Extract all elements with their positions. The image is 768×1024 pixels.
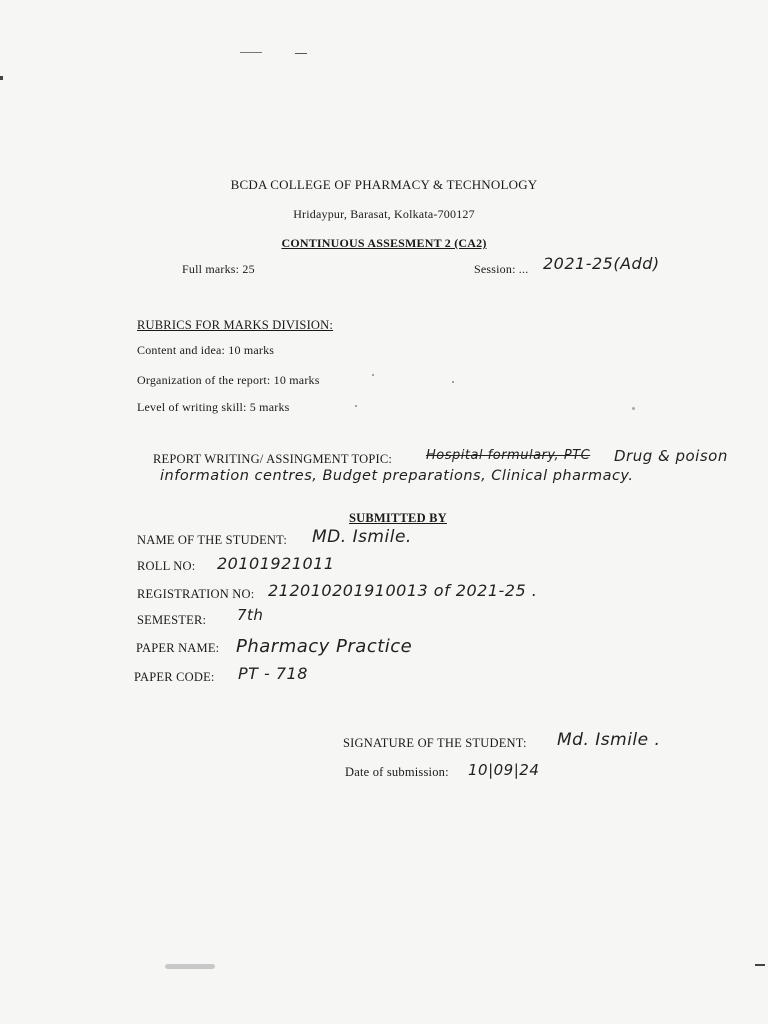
speck [372,374,374,376]
rubrics-title: RUBRICS FOR MARKS DIVISION: [137,318,334,332]
rubric-item: Level of writing skill: 5 marks [137,400,290,414]
college-name: BCDA COLLEGE OF PHARMACY & TECHNOLOGY [230,177,538,192]
speck [632,407,635,410]
student-name-value: MD. Ismile. [312,527,412,547]
speck [165,964,215,969]
signature-value: Md. Ismile . [557,730,661,750]
topic-line1-rest: Drug & poison [614,447,728,465]
semester-label: SEMESTER: [137,613,207,627]
top-dash-mark [240,52,262,53]
submitted-by-heading: SUBMITTED BY [349,511,447,525]
full-marks: Full marks: 25 [182,262,255,276]
paper-code-label: PAPER CODE: [134,670,215,684]
topic-struck-text: Hospital formulary, PTC [426,448,591,463]
exam-title: CONTINUOUS ASSESMENT 2 (CA2) [281,236,487,250]
rubric-item: Organization of the report: 10 marks [137,373,320,387]
submission-date-label: Date of submission: [345,765,449,779]
signature-label: SIGNATURE OF THE STUDENT: [343,736,527,750]
paper-code-value: PT - 718 [238,664,308,683]
session-label: Session: ... [474,262,529,276]
registration-value: 212010201910013 of 2021-25 . [268,581,538,600]
speck [452,381,454,383]
semester-value: 7th [237,606,264,624]
edge-mark-right [755,964,765,966]
session-value: 2021-25(Add) [543,254,660,273]
student-name-label: NAME OF THE STUDENT: [137,533,288,547]
top-dash-mark-2 [295,53,307,54]
speck [355,405,357,407]
topic-label: REPORT WRITING/ ASSINGMENT TOPIC: [153,452,393,466]
paper-name-value: Pharmacy Practice [236,636,413,657]
rubric-item: Content and idea: 10 marks [137,343,275,357]
college-address: Hridaypur, Barasat, Kolkata-700127 [293,207,475,221]
edge-mark-left [0,76,3,80]
roll-label: ROLL NO: [137,559,196,573]
topic-line2: information centres, Budget preparations, Clinical pharmacy. [160,468,634,484]
submission-date-value: 10|09|24 [468,761,540,779]
registration-label: REGISTRATION NO: [137,587,255,601]
paper-name-label: PAPER NAME: [136,641,220,655]
roll-value: 20101921011 [217,554,335,573]
